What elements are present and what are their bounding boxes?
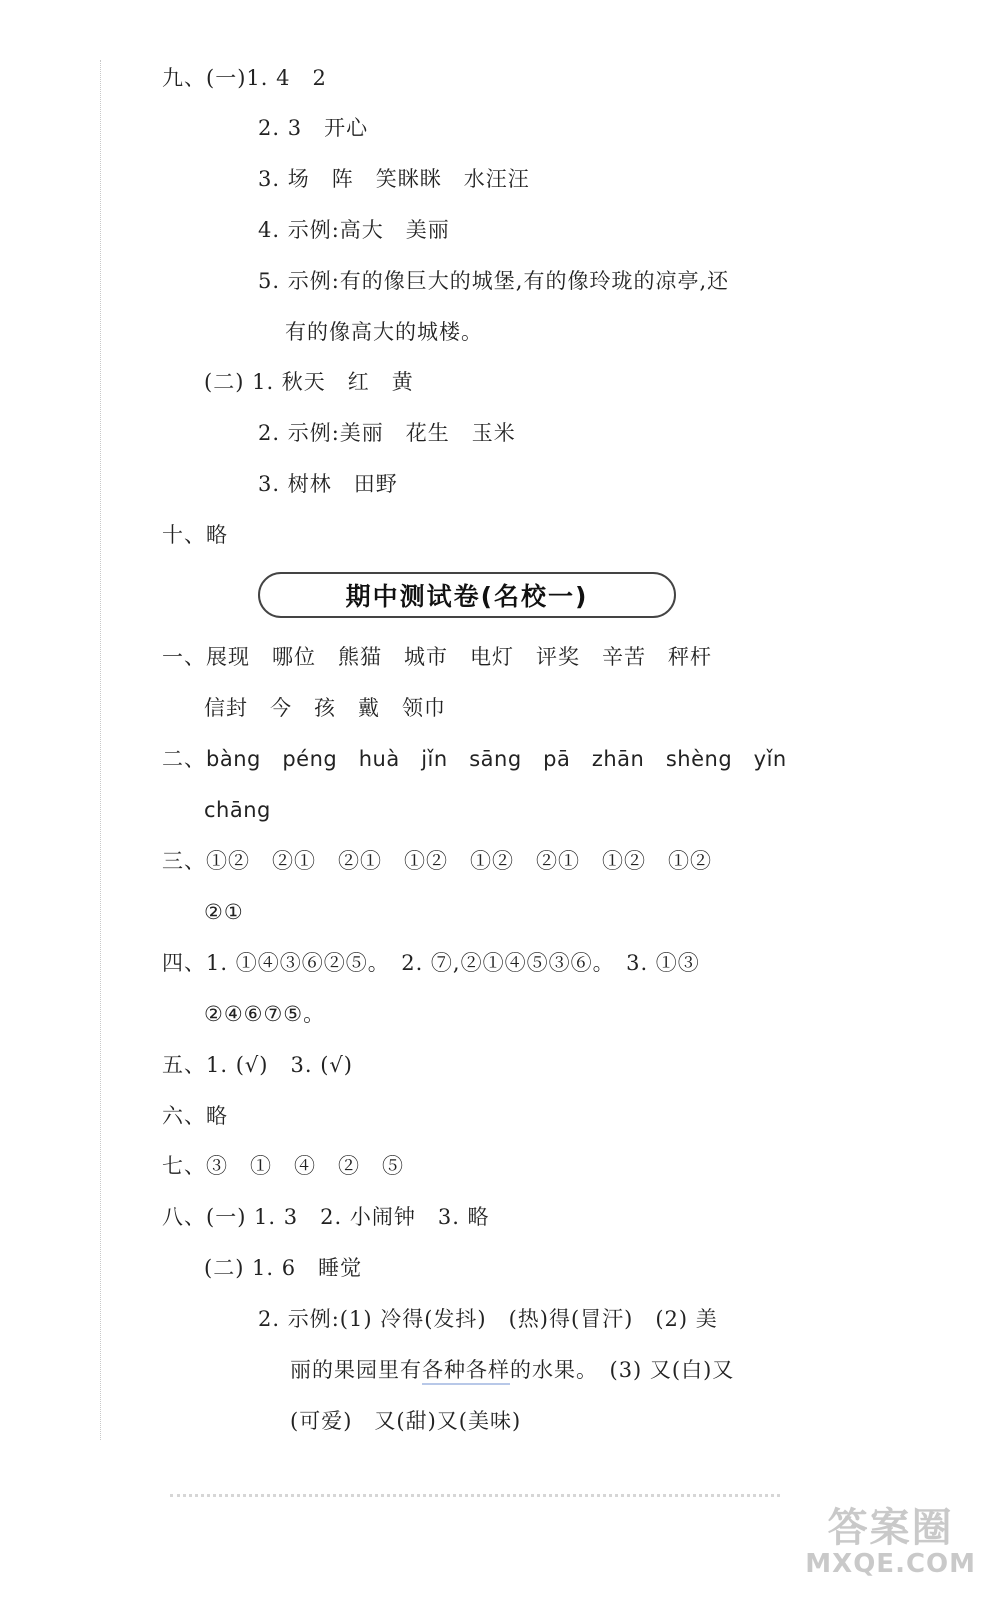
section-nine-label: 九、(一) [162,66,247,90]
section-nine-sub-two-item-3: 3. 树林 田野 [258,472,398,496]
q3-line-1: 三、①② ②① ②① ①② ①② ②① ①② ①② [162,849,712,873]
margin-rule [100,60,101,1440]
q2-label: 二、 [162,747,206,771]
section-nine-item-5-cont: 有的像高大的城楼。 [285,320,483,344]
q2-line-1 [162,744,787,774]
section-ten: 十、略 [162,523,228,547]
section-nine-item-5: 5. 示例:有的像巨大的城堡,有的像玲珑的凉亭,还 [258,269,730,293]
q2-pinyin-2: chāng [204,798,271,822]
test-title: 期中测试卷(名校一) [345,582,589,611]
q5: 五、1. (√) 3. (√) [162,1053,353,1077]
q8-line-2: (二) 1. 6 睡觉 [204,1256,363,1280]
scan-noise [170,1494,780,1497]
q2-pinyin-1: bàng péng huà jǐn sāng pā zhān shèng yǐn [206,747,787,771]
watermark-logo: 答案圈 [827,1505,954,1551]
q3-line-2: ②① [204,900,244,924]
test-title-box [258,572,676,618]
q1-line-1: 一、展现 哪位 熊猫 城市 电灯 评奖 辛苦 秤杆 [162,645,712,669]
section-nine-item-2: 2. 3 开心 [258,116,369,140]
section-nine-item-3: 3. 场 阵 笑眯眯 水汪汪 [258,167,530,191]
q1-line-2: 信封 今 孩 戴 领巾 [204,696,446,720]
section-nine-sub-two-item-1: (二) 1. 秋天 红 黄 [204,370,414,394]
watermark [805,1506,976,1578]
q8-line-3: 2. 示例:(1) 冷得(发抖) (热)得(冒汗) (2) 美 [258,1307,718,1331]
q4-line-1: 四、1. ①④③⑥②⑤。 2. ⑦,②①④⑤③⑥。 3. ①③ [162,951,700,975]
section-nine-item-4: 4. 示例:高大 美丽 [258,218,450,242]
underlined-phrase: 各种各样 [422,1358,510,1385]
section-nine-item-1: 九、(一)1. 4 2 [162,66,327,90]
q8-line-4: 丽的果园里有各种各样的水果。 (3) 又(白)又 [290,1355,734,1385]
watermark-url: MXQE.COM [805,1549,976,1579]
q8-line-5: (可爱) 又(甜)又(美味) [290,1409,522,1433]
q8-line-1: 八、(一) 1. 3 2. 小闹钟 3. 略 [162,1205,490,1229]
q7: 七、③ ① ④ ② ⑤ [162,1154,404,1178]
q4-line-2: ②④⑥⑦⑤。 [204,1002,326,1026]
section-nine-sub-two-item-2: 2. 示例:美丽 花生 玉米 [258,421,516,445]
q6: 六、略 [162,1104,228,1128]
sub-two-label: (二) [204,370,245,394]
